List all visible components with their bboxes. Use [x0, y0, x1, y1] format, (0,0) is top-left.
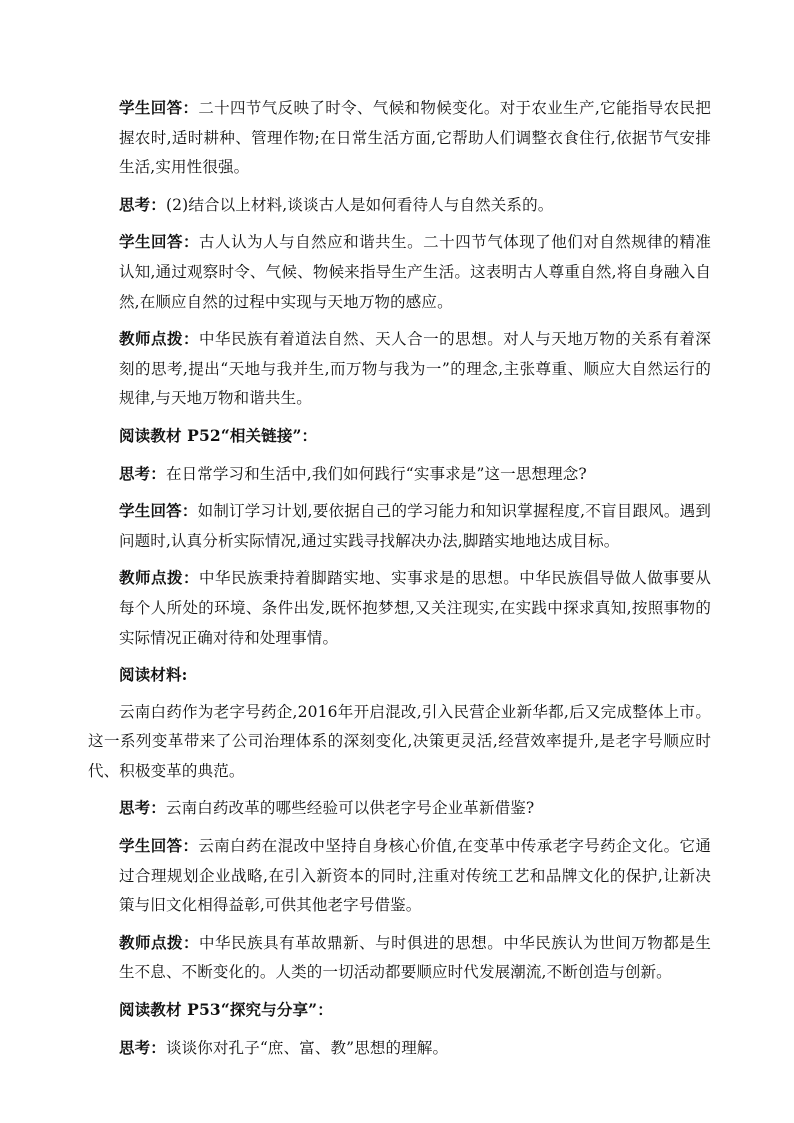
section-heading-explore-share: [119, 995, 711, 1026]
paragraph-label: 阅读教材 P53“探究与分享”：: [119, 1000, 333, 1020]
paragraph-student-answer-3: [119, 496, 711, 556]
paragraph-reading-material-yunnan-baiyao: [88, 698, 711, 787]
paragraph-student-answer-1: [119, 93, 711, 183]
paragraph-label: 思考：: [119, 194, 166, 214]
paragraph-label: 教师点拨：: [119, 568, 200, 588]
paragraph-student-answer-4: [119, 831, 711, 921]
paragraph-question-2: [119, 190, 711, 221]
section-heading-reading-material: [119, 660, 711, 691]
paragraph-text: 云南白药作为老字号药企,2016年开启混改,引入民营企业新华都,后又完成整体上市。这一系列变革带来了公司治理体系的深刻变化,决策更灵活,经营效率提升,是老字号顺应时代、积极变革的典范。: [88, 702, 711, 780]
paragraph-text: 二十四节气反映了时令、气候和物候变化。对于农业生产,它能指导农民把握农时,适时耕种、管理作物;在日常生活方面,它帮助人们调整衣食住行,依据节气安排生活,实用性很强。: [119, 99, 711, 177]
section-heading-related-links: [119, 421, 711, 452]
paragraph-label: 学生回答：: [119, 501, 198, 521]
paragraph-question-confucius: [119, 1033, 711, 1064]
paragraph-text: (2)结合以上材料,谈谈古人是如何看待人与自然关系的。: [165, 195, 554, 214]
paragraph-text: 中华民族具有革故鼎新、与时俱进的思想。中华民族认为世间万物都是生生不息、不断变化的。人类的一切活动都要顺应时代发展潮流,不断创造与创新。: [119, 933, 711, 982]
paragraph-label: 教师点拨：: [119, 932, 200, 952]
paragraph-teacher-note-1: [119, 324, 711, 414]
paragraph-student-answer-2: [119, 227, 711, 317]
paragraph-teacher-note-2: [119, 563, 711, 653]
paragraph-text: 谈谈你对孔子“庶、富、教”思想的理解。: [165, 1038, 449, 1057]
paragraph-text: 中华民族有着道法自然、天人合一的思想。对人与天地万物的关系有着深刻的思考,提出“天地与我并生,而万物与我为一”的理念,主张尊重、顺应大自然运行的规律,与天地万物和谐共生。: [119, 330, 711, 408]
paragraph-question-seek-truth: [119, 459, 711, 490]
paragraph-question-reform: [119, 793, 711, 824]
paragraph-text: 在日常学习和生活中,我们如何践行“实事求是”这一思想理念?: [165, 464, 587, 483]
paragraph-text: 如制订学习计划,要依据自己的学习能力和知识掌握程度,不盲目跟风。遇到问题时,认真分析实际情况,通过实践寻找解决办法,脚踏实地地达成目标。: [119, 502, 711, 550]
paragraph-label: 教师点拨：: [119, 329, 200, 349]
paragraph-label: 思考：: [119, 798, 166, 818]
paragraph-label: 学生回答：: [119, 836, 199, 856]
paragraph-label: 学生回答：: [119, 232, 200, 252]
paragraph-label: 阅读教材 P52“相关链接”：: [119, 425, 318, 445]
paragraph-teacher-note-3: [119, 928, 711, 988]
paragraph-label: 思考：: [119, 1037, 166, 1057]
paragraph-label: 学生回答：: [119, 98, 199, 117]
paragraph-label: 阅读材料:: [119, 665, 188, 685]
paragraph-text: 古人认为人与自然应和谐共生。二十四节气体现了他们对自然规律的精准认知,通过观察时令、气候、物候来指导生产生活。这表明古人尊重自然,将自身融入自然,在顺应自然的过程中实现与天地万物的感应。: [119, 233, 711, 311]
paragraph-label: 思考：: [119, 463, 166, 483]
paragraph-text: 云南白药改革的哪些经验可以供老字号企业革新借鉴?: [165, 799, 535, 818]
paragraph-text: 中华民族秉持着脚踏实地、实事求是的思想。中华民族倡导做人做事要从每个人所处的环境、条件出发,既怀抱梦想,又关注现实,在实践中探求真知,按照事物的实际情况正确对待和处理事情。: [119, 569, 711, 647]
paragraph-text: 云南白药在混改中坚持自身核心价值,在变革中传承老字号药企文化。它通过合理规划企业战略,在引入新资本的同时,注重对传统工艺和品牌文化的保护,让新决策与旧文化相得益彰,可供其他老字号借鉴。: [119, 837, 711, 915]
